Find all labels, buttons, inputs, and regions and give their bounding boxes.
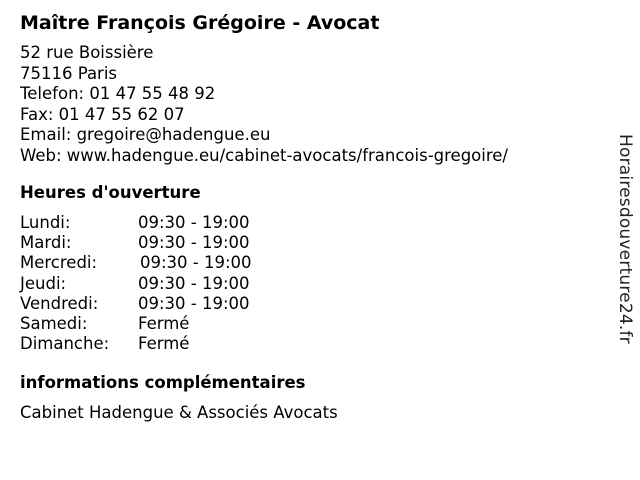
time-value: 09:30 - 19:00 [140, 253, 252, 273]
day-label: Mercredi: [20, 253, 98, 273]
hours-heading: Heures d'ouverture [20, 183, 201, 202]
day-label: Jeudi: [20, 273, 67, 293]
hours-row-thursday [20, 274, 320, 294]
hours-row-tuesday [20, 233, 320, 253]
hours-row-saturday [20, 314, 320, 334]
page-title: Maître François Grégoire - Avocat [20, 12, 380, 34]
email-line: Email: gregoire@hadengue.eu [20, 125, 271, 144]
day-label: Vendredi: [20, 293, 99, 313]
time-value: 09:30 - 19:00 [138, 213, 250, 232]
hours-row-monday [20, 213, 320, 233]
day-label: Lundi: [20, 213, 71, 232]
time-value: Fermé [138, 334, 190, 354]
time-value: 09:30 - 19:00 [138, 273, 250, 293]
contact-block [20, 43, 508, 166]
address-city: 75116 Paris [20, 63, 118, 83]
hours-row-friday [20, 294, 320, 314]
time-value: 09:30 - 19:00 [138, 293, 250, 313]
day-label: Dimanche: [20, 334, 110, 354]
phone-line: Telefon: 01 47 55 48 92 [20, 84, 216, 103]
time-value: 09:30 - 19:00 [138, 233, 250, 253]
day-label: Samedi: [20, 313, 88, 333]
fax-line: Fax: 01 47 55 62 07 [20, 104, 185, 124]
time-value: Fermé [138, 313, 190, 333]
brand-watermark: Horairesdouverture24.fr [615, 134, 635, 344]
hours-row-sunday [20, 334, 320, 354]
address-street: 52 rue Boissière [20, 43, 154, 62]
opening-hours-table [20, 213, 320, 354]
day-label: Mardi: [20, 233, 72, 253]
info-text: Cabinet Hadengue & Associés Avocats [20, 403, 338, 422]
website-line: Web: www.hadengue.eu/cabinet-avocats/francois-gregoire/ [20, 145, 508, 165]
info-heading: informations complémentaires [20, 373, 306, 392]
hours-row-wednesday [20, 253, 320, 273]
